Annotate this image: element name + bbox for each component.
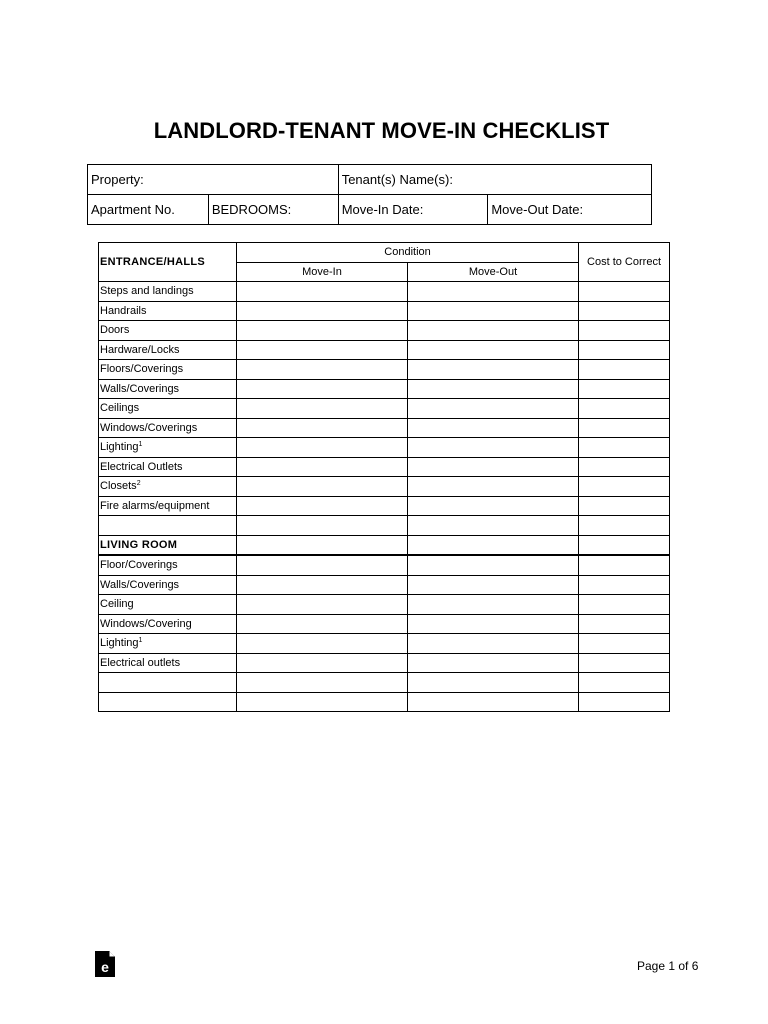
move-out-header: Move-Out bbox=[408, 262, 579, 282]
item-label bbox=[99, 692, 237, 712]
move-out-date-label: Move-Out Date: bbox=[491, 202, 584, 217]
table-row bbox=[99, 673, 670, 693]
cost-cell[interactable] bbox=[579, 438, 670, 458]
section-title-living-room: LIVING ROOM bbox=[99, 535, 237, 555]
table-row bbox=[99, 692, 670, 712]
move-in-cell[interactable] bbox=[237, 340, 408, 360]
move-out-cell[interactable] bbox=[408, 575, 579, 595]
move-in-cell[interactable] bbox=[237, 477, 408, 497]
move-out-cell[interactable] bbox=[408, 614, 579, 634]
cost-cell[interactable] bbox=[579, 321, 670, 341]
cost-to-correct-header: Cost to Correct bbox=[579, 243, 670, 282]
table-row bbox=[99, 340, 670, 360]
svg-text:e: e bbox=[101, 959, 109, 975]
cost-cell[interactable] bbox=[579, 496, 670, 516]
move-out-cell[interactable] bbox=[408, 379, 579, 399]
move-in-cell[interactable] bbox=[237, 653, 408, 673]
item-label bbox=[99, 634, 237, 654]
cost-cell[interactable] bbox=[579, 340, 670, 360]
move-in-header: Move-In bbox=[237, 262, 408, 282]
cost-cell[interactable] bbox=[579, 301, 670, 321]
cost-cell[interactable] bbox=[579, 282, 670, 302]
cost-cell[interactable] bbox=[579, 516, 670, 536]
cost-cell[interactable] bbox=[579, 673, 670, 693]
item-label-text: Lighting bbox=[100, 637, 139, 650]
item-label bbox=[99, 673, 237, 693]
item-label: Ceiling bbox=[99, 595, 237, 615]
item-label-text: Closets bbox=[100, 480, 137, 493]
cost-cell[interactable] bbox=[579, 418, 670, 438]
item-label: Floor/Coverings bbox=[99, 555, 237, 575]
move-out-cell[interactable] bbox=[408, 555, 579, 575]
move-in-cell[interactable] bbox=[237, 321, 408, 341]
move-in-cell[interactable] bbox=[237, 438, 408, 458]
item-label: Electrical outlets bbox=[99, 653, 237, 673]
table-row bbox=[99, 360, 670, 380]
move-in-cell[interactable] bbox=[237, 379, 408, 399]
move-out-cell[interactable] bbox=[408, 340, 579, 360]
table-row bbox=[99, 282, 670, 302]
move-in-date-label: Move-In Date: bbox=[341, 202, 424, 217]
section-title-entrance-halls: ENTRANCE/HALLS bbox=[99, 243, 237, 282]
cost-cell[interactable] bbox=[579, 614, 670, 634]
bedrooms-field[interactable] bbox=[208, 195, 338, 225]
item-label bbox=[99, 516, 237, 536]
table-row bbox=[99, 634, 670, 654]
section-row bbox=[99, 535, 670, 555]
table-row bbox=[99, 418, 670, 438]
move-in-cell[interactable] bbox=[237, 496, 408, 516]
item-label: Doors bbox=[99, 321, 237, 341]
cost-cell[interactable] bbox=[579, 692, 670, 712]
table-row bbox=[99, 457, 670, 477]
move-in-cell[interactable] bbox=[237, 673, 408, 693]
condition-header: Condition bbox=[237, 243, 579, 263]
move-in-cell[interactable] bbox=[237, 614, 408, 634]
tenant-names-label: Tenant(s) Name(s): bbox=[341, 172, 453, 187]
footnote-marker: 2 bbox=[136, 480, 141, 488]
table-row bbox=[99, 301, 670, 321]
item-label: Hardware/Locks bbox=[99, 340, 237, 360]
move-in-cell[interactable] bbox=[237, 575, 408, 595]
move-out-date-field[interactable] bbox=[488, 195, 652, 225]
item-label: Fire alarms/equipment bbox=[99, 496, 237, 516]
move-in-cell[interactable] bbox=[237, 634, 408, 654]
move-in-cell[interactable] bbox=[237, 595, 408, 615]
move-out-cell[interactable] bbox=[408, 634, 579, 654]
move-out-cell[interactable] bbox=[408, 595, 579, 615]
move-out-cell[interactable] bbox=[408, 438, 579, 458]
move-out-cell[interactable] bbox=[408, 418, 579, 438]
table-row bbox=[99, 496, 670, 516]
table-row bbox=[99, 516, 670, 536]
table-row bbox=[99, 477, 670, 497]
document-title: LANDLORD-TENANT MOVE-IN CHECKLIST bbox=[153, 118, 610, 143]
apartment-no-field[interactable] bbox=[88, 195, 209, 225]
cost-cell[interactable] bbox=[579, 555, 670, 575]
move-out-cell[interactable] bbox=[408, 399, 579, 419]
item-label: Windows/Covering bbox=[99, 614, 237, 634]
item-label bbox=[99, 438, 237, 458]
item-label: Floors/Coverings bbox=[99, 360, 237, 380]
cost-cell[interactable] bbox=[579, 379, 670, 399]
move-in-cell[interactable] bbox=[237, 301, 408, 321]
cost-cell[interactable] bbox=[579, 477, 670, 497]
move-in-cell[interactable] bbox=[237, 555, 408, 575]
apartment-no-label: Apartment No. bbox=[91, 202, 175, 217]
move-in-cell[interactable] bbox=[237, 535, 408, 555]
table-row bbox=[99, 379, 670, 399]
move-out-cell[interactable] bbox=[408, 477, 579, 497]
document-logo-icon bbox=[95, 951, 115, 977]
move-out-cell[interactable] bbox=[408, 496, 579, 516]
item-label: Windows/Coverings bbox=[99, 418, 237, 438]
table-row bbox=[99, 575, 670, 595]
move-out-cell[interactable] bbox=[408, 360, 579, 380]
item-label: Walls/Coverings bbox=[99, 379, 237, 399]
move-in-cell[interactable] bbox=[237, 692, 408, 712]
cost-cell[interactable] bbox=[579, 653, 670, 673]
move-out-cell[interactable] bbox=[408, 653, 579, 673]
move-out-cell[interactable] bbox=[408, 321, 579, 341]
move-out-cell[interactable] bbox=[408, 673, 579, 693]
table-row bbox=[99, 614, 670, 634]
move-out-cell[interactable] bbox=[408, 516, 579, 536]
item-label: Steps and landings bbox=[99, 282, 237, 302]
condition-checklist-table bbox=[98, 242, 670, 712]
move-in-cell[interactable] bbox=[237, 457, 408, 477]
move-out-cell[interactable] bbox=[408, 692, 579, 712]
table-row bbox=[99, 438, 670, 458]
move-in-cell[interactable] bbox=[237, 418, 408, 438]
move-out-cell[interactable] bbox=[408, 457, 579, 477]
footnote-marker: 1 bbox=[138, 637, 143, 645]
move-in-date-field[interactable] bbox=[338, 195, 488, 225]
move-in-cell[interactable] bbox=[237, 282, 408, 302]
table-row bbox=[99, 595, 670, 615]
item-label bbox=[99, 477, 237, 497]
cost-cell[interactable] bbox=[579, 360, 670, 380]
table-row bbox=[99, 399, 670, 419]
table-row bbox=[99, 555, 670, 575]
item-label: Walls/Coverings bbox=[99, 575, 237, 595]
move-in-cell[interactable] bbox=[237, 516, 408, 536]
move-in-cell[interactable] bbox=[237, 399, 408, 419]
cost-cell[interactable] bbox=[579, 535, 670, 555]
cost-cell[interactable] bbox=[579, 634, 670, 654]
move-out-cell[interactable] bbox=[408, 301, 579, 321]
move-out-cell[interactable] bbox=[408, 535, 579, 555]
cost-cell[interactable] bbox=[579, 457, 670, 477]
move-in-cell[interactable] bbox=[237, 360, 408, 380]
move-out-cell[interactable] bbox=[408, 282, 579, 302]
item-label: Ceilings bbox=[99, 399, 237, 419]
property-label: Property: bbox=[91, 172, 144, 187]
cost-cell[interactable] bbox=[579, 399, 670, 419]
bedrooms-label: BEDROOMS: bbox=[211, 202, 292, 217]
cost-cell[interactable] bbox=[579, 575, 670, 595]
table-row bbox=[99, 653, 670, 673]
property-field[interactable] bbox=[88, 165, 339, 195]
page-number: Page 1 of 6 bbox=[637, 959, 699, 973]
footnote-marker: 1 bbox=[138, 441, 143, 449]
item-label: Electrical Outlets bbox=[99, 457, 237, 477]
cost-cell[interactable] bbox=[579, 595, 670, 615]
property-info-table bbox=[87, 164, 652, 225]
item-label-text: Lighting bbox=[100, 441, 139, 454]
tenant-names-field[interactable] bbox=[338, 165, 651, 195]
table-row bbox=[99, 321, 670, 341]
item-label: Handrails bbox=[99, 301, 237, 321]
